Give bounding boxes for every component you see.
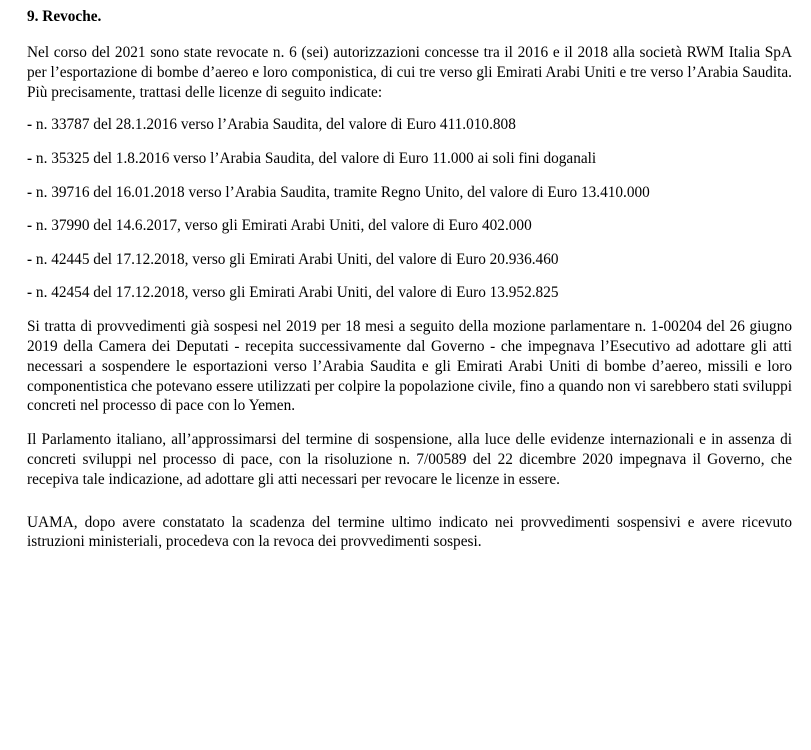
list-dash: - <box>27 183 33 201</box>
list-dash: - <box>27 250 33 268</box>
license-item <box>27 149 792 169</box>
list-dash: - <box>27 116 33 134</box>
list-dash: - <box>27 284 33 302</box>
license-text: n. 42454 del 17.12.2018, verso gli Emirati Arabi Uniti, del valore di Euro 13.952.825 <box>32 284 559 302</box>
license-list <box>27 115 792 303</box>
parliament-paragraph: Il Parlamento italiano, all’approssimarsi del termine di sospensione, alla luce delle evidenze internazionali e in assenza di concreti sviluppi nel processo di pace, con la risoluzione n. 7/00589 del 22 dicembre 2020 impegnava il Governo, che recepiva tale indicazione, ad adottare gli atti necessari per revocare le licenze in essere. <box>27 431 792 488</box>
license-text: n. 33787 del 28.1.2016 verso l’Arabia Saudita, del valore di Euro 411.010.808 <box>32 116 516 134</box>
document-page <box>27 7 792 552</box>
license-text: n. 42445 del 17.12.2018, verso gli Emirati Arabi Uniti, del valore di Euro 20.936.460 <box>32 250 559 268</box>
license-text: n. 39716 del 16.01.2018 verso l’Arabia Saudita, tramite Regno Unito, del valore di Euro 13.410.000 <box>32 183 650 201</box>
license-item <box>27 183 792 203</box>
section-title: 9. Revoche. <box>27 8 102 25</box>
uama-paragraph: UAMA, dopo avere constatato la scadenza del termine ultimo indicato nei provvedimenti sospensivi e avere ricevuto istruzioni ministeriali, procedeva con la revoca dei provvedimenti sospesi. <box>27 513 792 551</box>
list-dash: - <box>27 217 33 235</box>
intro-paragraph: Nel corso del 2021 sono state revocate n. 6 (sei) autorizzazioni concesse tra il 2016 e il 2018 alla società RWM Italia SpA per l’esportazione di bombe d’aereo e loro componistica, di cui tre verso gli Emirati Arabi Uniti e tre verso l’Arabia Saudita. Più precisamente, trattasi delle licenze di seguito indicate: <box>27 44 792 101</box>
license-item <box>27 250 792 270</box>
license-text: n. 35325 del 1.8.2016 verso l’Arabia Saudita, del valore di Euro 11.000 ai soli fini doganali <box>32 149 597 167</box>
license-text: n. 37990 del 14.6.2017, verso gli Emirati Arabi Uniti, del valore di Euro 402.000 <box>32 217 532 235</box>
list-dash: - <box>27 149 33 167</box>
license-item <box>27 115 792 135</box>
license-item <box>27 216 792 236</box>
suspension-paragraph: Si tratta di provvedimenti già sospesi nel 2019 per 18 mesi a seguito della mozione parlamentare n. 1-00204 del 26 giugno 2019 della Camera dei Deputati - recepita successivamente dal Governo - che impegnava l’Esecutivo ad adottare gli atti necessari a sospendere le esportazioni verso l’Arabia Saudita e gli Emirati Arabi Uniti di bombe d’aereo, missili e loro componentistica che potevano essere utilizzati per colpire la popolazione civile, fino a quando non vi sarebbero stati sviluppi concreti nel processo di pace con lo Yemen. <box>27 318 792 415</box>
license-item <box>27 283 792 303</box>
